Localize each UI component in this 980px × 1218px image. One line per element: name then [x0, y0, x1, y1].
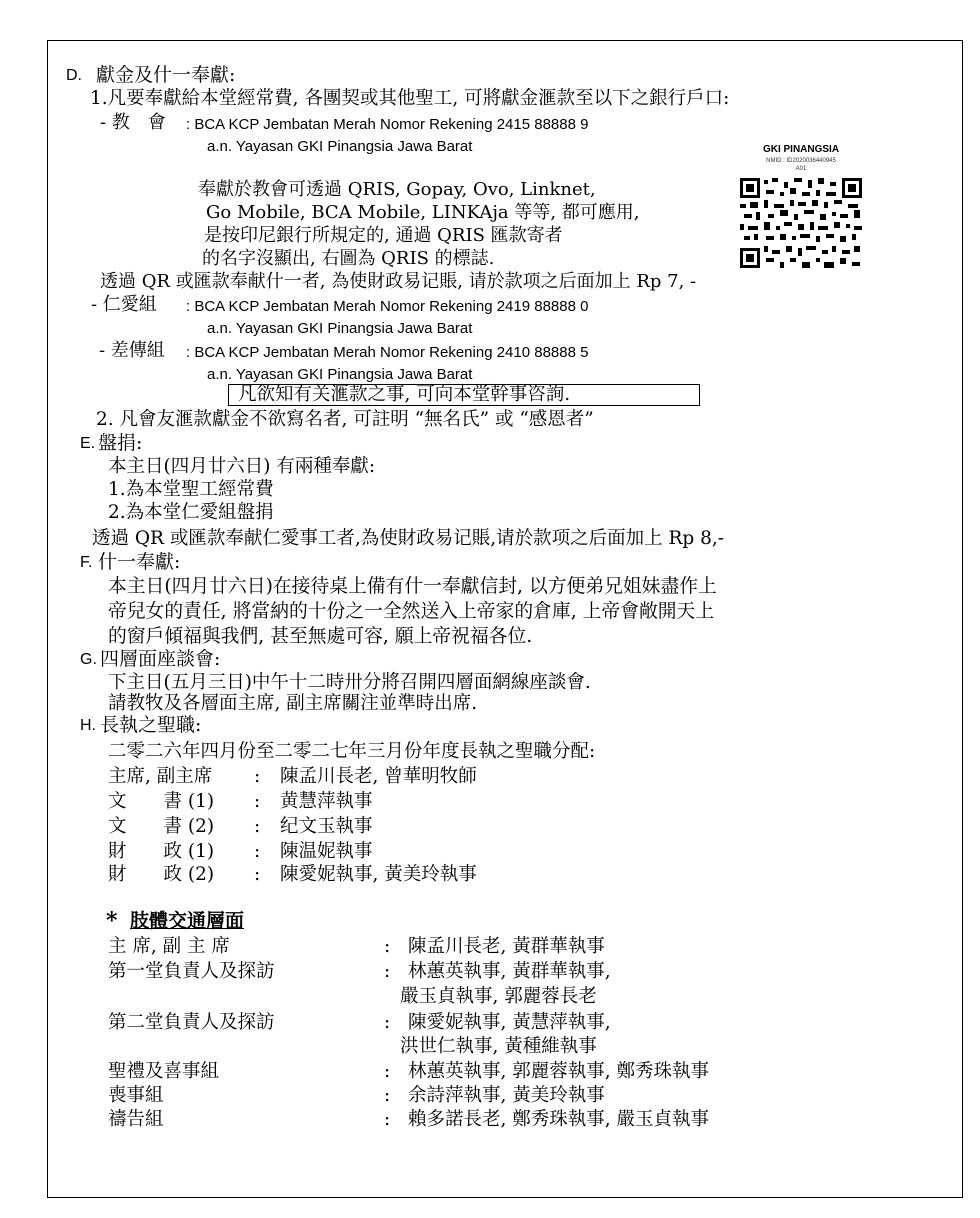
- fellowship-role: 第二堂負責人及探訪: [108, 1012, 275, 1033]
- role-names: 陳愛妮執事, 黃美玲執事: [280, 864, 477, 885]
- role-label: 財 政 (2): [108, 864, 215, 885]
- fellowship-role: 聖禮及喜事組: [108, 1061, 220, 1082]
- church-label: - 教 會: [100, 112, 166, 133]
- section-g-line1: 下主日(五月三日)中午十二時卅分將召開四層面網線座談會.: [108, 672, 591, 693]
- section-d-heading: 獻金及什一奉獻:: [96, 64, 236, 86]
- role-names: 黄慧萍執事: [280, 791, 373, 812]
- qr-code-label: A01: [795, 166, 807, 172]
- fellowship-names-continued: 嚴玉貞執事, 郭麗蓉長老: [400, 986, 597, 1007]
- qris-line-1: 奉獻於教會可透過 QRIS, Gopay, Ovo, Linknet,: [198, 179, 596, 200]
- fellowship-separator: :: [384, 1012, 391, 1033]
- ren-ai-account: : BCA KCP Jembatan Merah Nomor Rekening 2419 88888 0: [186, 298, 589, 315]
- section-f-letter: F.: [80, 554, 93, 571]
- fellowship-role: 喪事組: [108, 1085, 164, 1106]
- role-separator: :: [254, 766, 261, 787]
- section-d-item2: 2. 凡會友滙款獻金不欲寫名者, 可註明 “無名氏” 或 “感恩者”: [96, 409, 594, 430]
- section-e-heading: 盤捐:: [98, 432, 143, 454]
- fellowship-names: 賴多諾長老, 鄭秀珠執事, 嚴玉貞執事: [408, 1109, 710, 1130]
- ren-ai-account-name: a.n. Yayasan GKI Pinangsia Jawa Barat: [207, 320, 473, 337]
- inquiry-note: 凡欲知有关滙款之事, 可向本堂幹事咨詢.: [238, 384, 571, 405]
- section-g-letter: G.: [80, 651, 97, 668]
- fellowship-separator: :: [384, 1085, 391, 1106]
- fellowship-names: 余詩萍執事, 黃美玲執事: [408, 1085, 605, 1106]
- role-label: 文 書 (1): [108, 791, 215, 812]
- section-f-line2: 帝兒女的責任, 將當納的十份之一全然送入上帝家的倉庫, 上帝會敞開天上: [108, 601, 715, 622]
- section-f-heading: 什一奉獻:: [98, 551, 181, 573]
- fellowship-role: 主 席, 副 主 席: [108, 936, 230, 957]
- qris-line-4: 的名字沒顯出, 右圖為 QRIS 的標誌.: [202, 248, 495, 269]
- role-names: 纪文玉執事: [280, 816, 373, 837]
- role-names: 陳孟川長老, 曾華明牧師: [280, 766, 477, 787]
- fellowship-separator: :: [384, 961, 391, 982]
- fellowship-names: 陳愛妮執事, 黃慧萍執事,: [408, 1012, 611, 1033]
- fellowship-role: 禱告組: [108, 1109, 164, 1130]
- chai-chuan-label: - 差傳組: [99, 340, 165, 361]
- fellowship-names: 林蕙英執事, 黃群華執事,: [408, 961, 611, 982]
- section-e-line3: 2.為本堂仁愛組盤捐: [108, 502, 274, 523]
- church-account: : BCA KCP Jembatan Merah Nomor Rekening 2415 88888 9: [186, 116, 589, 133]
- section-g-heading: 四層面座談會:: [100, 648, 221, 670]
- section-e-line2: 1.為本堂聖工經常費: [108, 479, 274, 500]
- qris-line-3: 是按印尼銀行所規定的, 通過 QRIS 匯款寄者: [204, 225, 563, 246]
- fellowship-names: 林蕙英執事, 郭麗蓉執事, 鄭秀珠執事: [408, 1061, 710, 1082]
- qris-line-2: Go Mobile, BCA Mobile, LINKAja 等等, 都可應用,: [206, 202, 640, 223]
- section-f-line3: 的窗戶傾福與我們, 甚至無處可容, 願上帝祝福各位.: [108, 626, 533, 647]
- role-label: 財 政 (1): [108, 841, 215, 862]
- role-separator: :: [254, 816, 261, 837]
- ren-ai-label: - 仁愛組: [91, 294, 157, 315]
- role-label: 主席, 副主席: [108, 766, 213, 787]
- church-account-name: a.n. Yayasan GKI Pinangsia Jawa Barat: [207, 138, 473, 155]
- section-h-letter: H.: [80, 717, 96, 734]
- role-separator: :: [254, 791, 261, 812]
- fellowship-heading: 肢體交通層面: [130, 910, 245, 932]
- role-separator: :: [254, 841, 261, 862]
- fellowship-role: 第一堂負責人及探訪: [108, 961, 275, 982]
- qr-title: GKI PINANGSIA: [762, 144, 840, 155]
- section-h-heading: 長執之聖職:: [100, 714, 202, 736]
- fellowship-separator: :: [384, 1061, 391, 1082]
- section-f-line1: 本主日(四月廿六日)在接待桌上備有什一奉獻信封, 以方便弟兄姐妹盡作上: [108, 576, 717, 597]
- section-e-note: 透過 QR 或匯款奉献仁愛事工者,為使財政易记賬,请於款项之后面加上 Rp 8,-: [92, 528, 725, 549]
- role-names: 陳温妮執事: [280, 841, 373, 862]
- section-e-line1: 本主日(四月廿六日) 有兩種奉獻:: [108, 456, 376, 477]
- tithe-note: 透過 QR 或匯款奉献什一者, 為使財政易记賬, 请於款项之后面加上 Rp 7, -: [100, 271, 697, 292]
- chai-chuan-account-name: a.n. Yayasan GKI Pinangsia Jawa Barat: [207, 366, 473, 383]
- section-h-intro: 二零二六年四月份至二零二七年三月份年度長執之聖職分配:: [108, 741, 596, 762]
- section-e-letter: E.: [80, 435, 96, 452]
- fellowship-names: 陳孟川長老, 黃群華執事: [408, 936, 605, 957]
- role-separator: :: [254, 864, 261, 885]
- qris-image: [736, 138, 866, 270]
- qr-nmid: NMID : ID2020036440945: [766, 158, 836, 164]
- qr-code-icon: [740, 178, 862, 268]
- fellowship-names-continued: 洪世仁執事, 黃種維執事: [400, 1036, 597, 1057]
- section-g-line2: 請教牧及各層面主席, 副主席關注並準時出席.: [108, 693, 478, 714]
- fellowship-separator: :: [384, 936, 391, 957]
- section-d-letter: D.: [66, 67, 82, 84]
- section-d-item1: 1.凡要奉獻給本堂經常費, 各團契或其他聖工, 可將獻金滙款至以下之銀行戶口:: [90, 88, 730, 109]
- chai-chuan-account: : BCA KCP Jembatan Merah Nomor Rekening 2410 88888 5: [186, 344, 589, 361]
- fellowship-separator: :: [384, 1109, 391, 1130]
- fellowship-star: *: [106, 908, 118, 934]
- role-label: 文 書 (2): [108, 816, 215, 837]
